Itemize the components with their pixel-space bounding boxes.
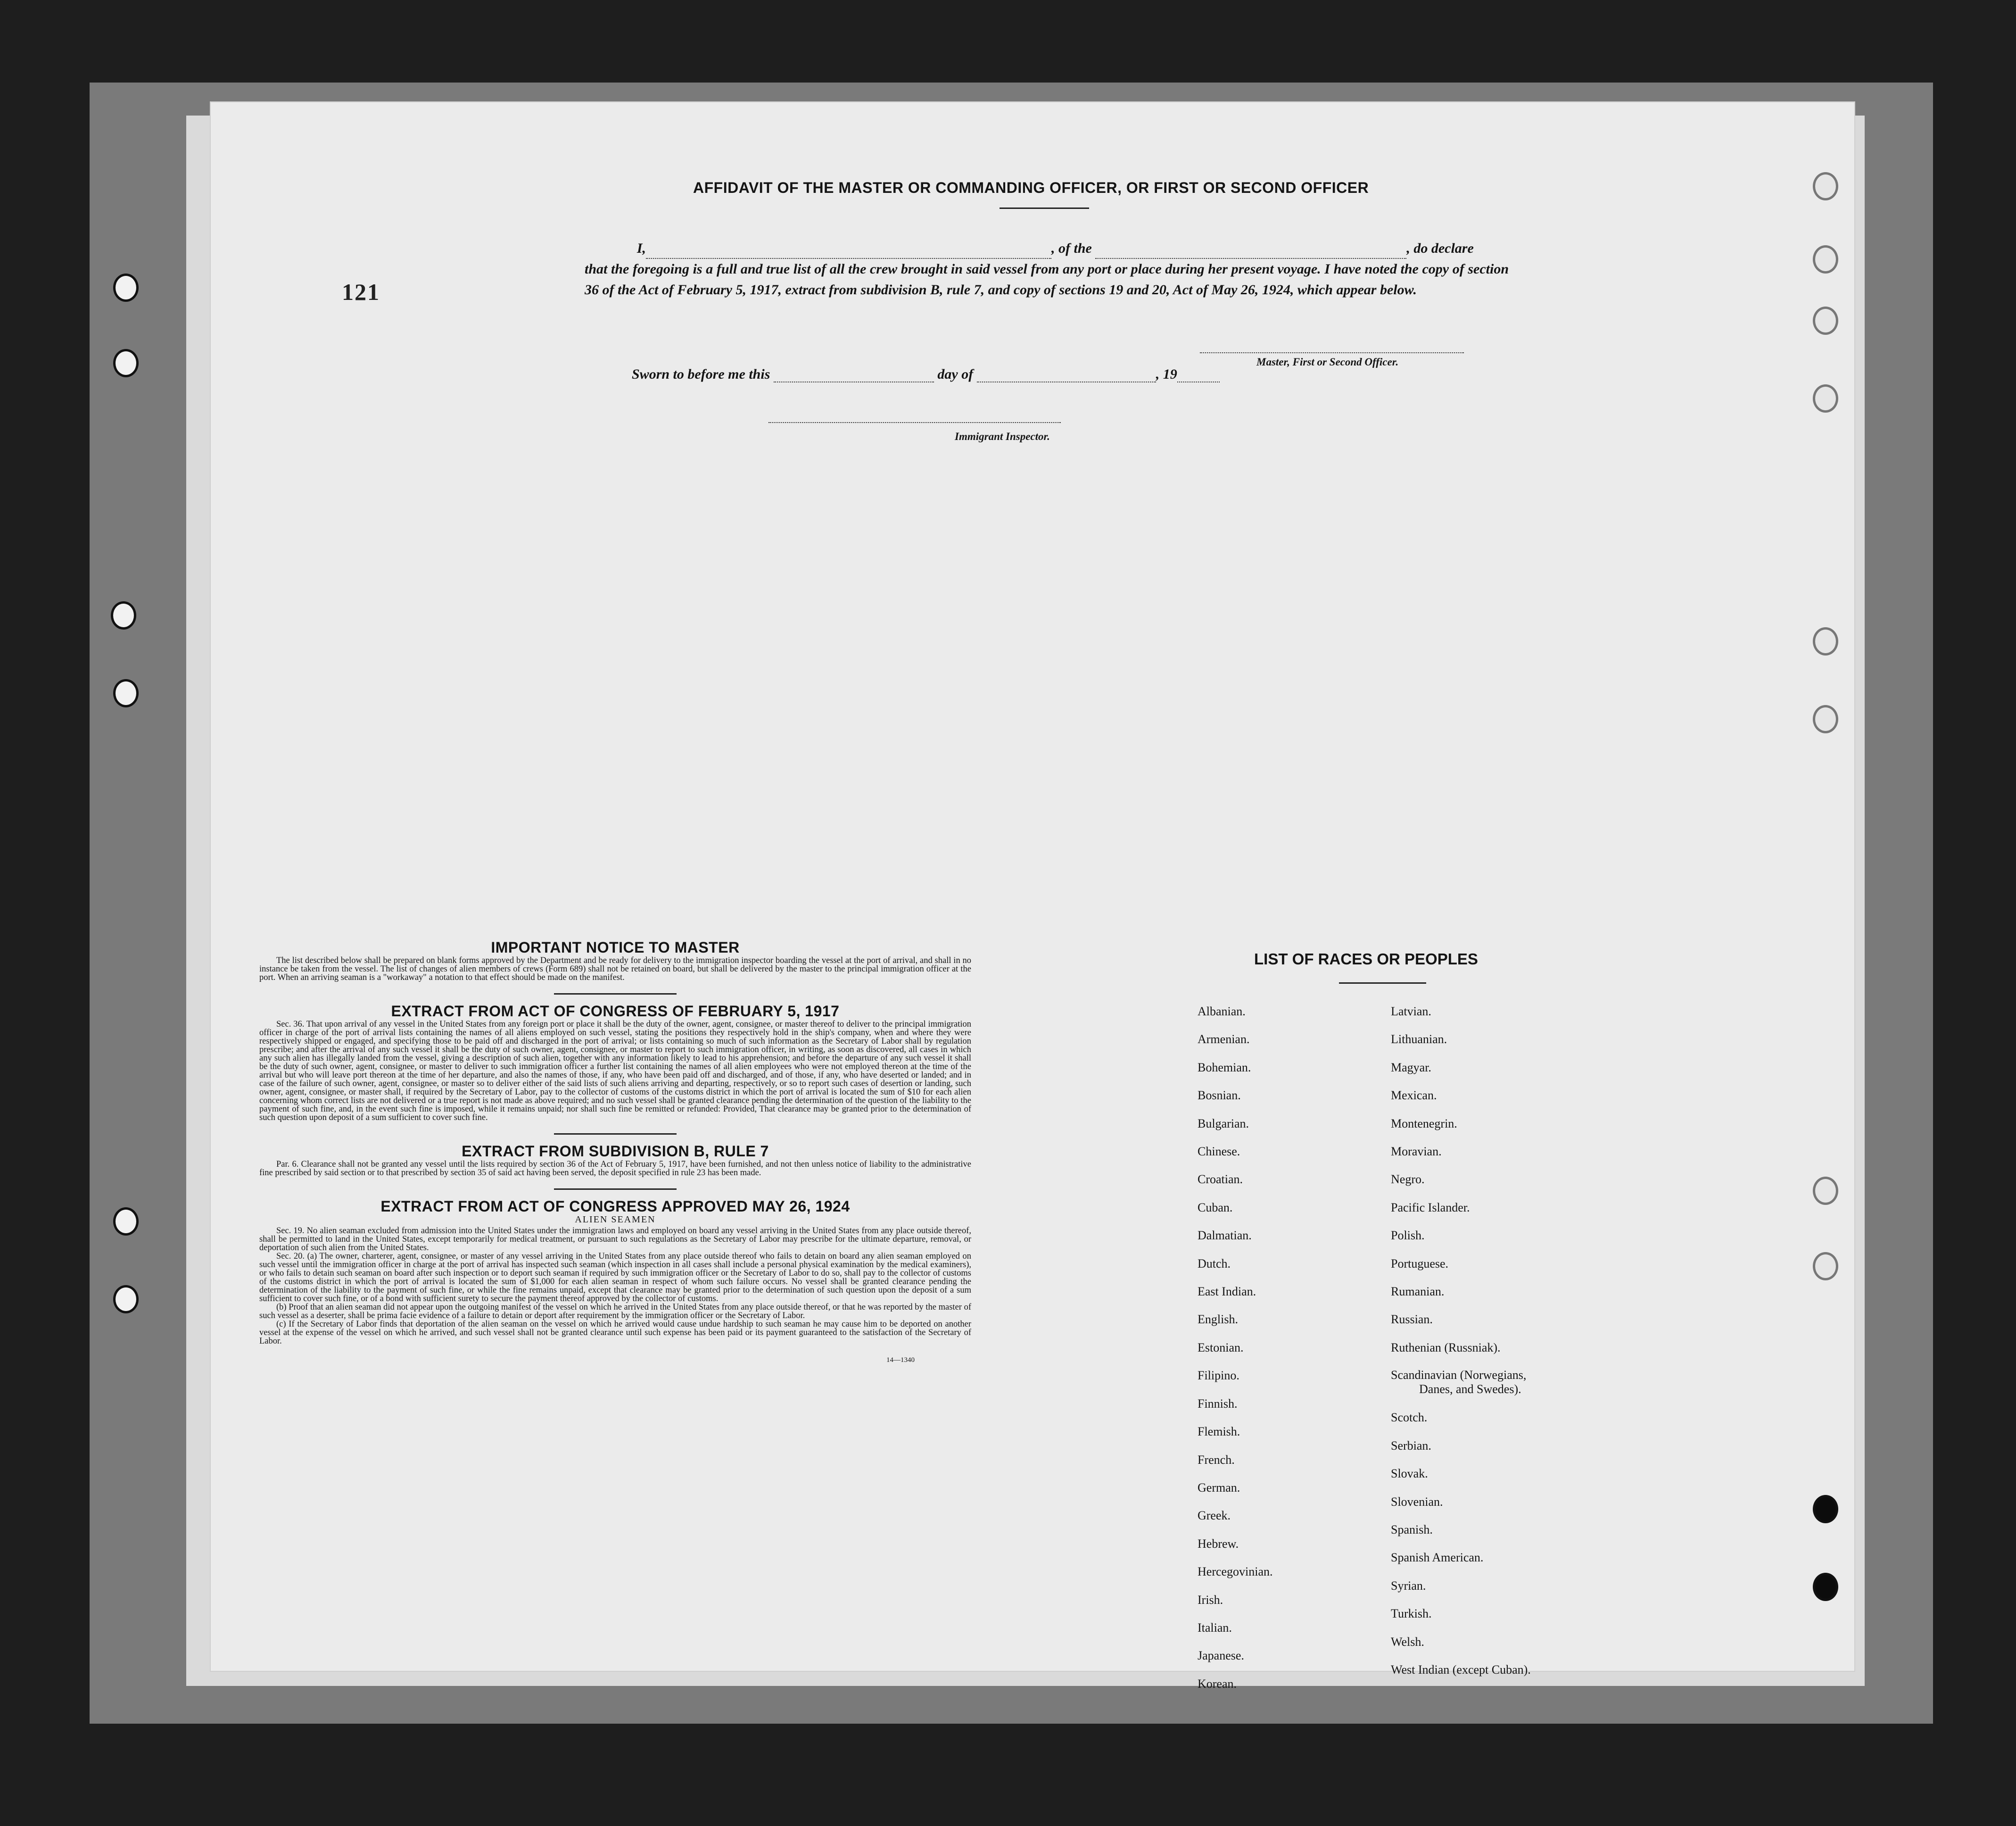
margin-mark: 121 [342, 279, 380, 305]
race-item: Estonian. [1198, 1340, 1244, 1354]
affidavit-title: AFFIDAVIT OF THE MASTER OR COMMANDING OFFICER, OR FIRST OR SECOND OFFICER [693, 179, 1369, 196]
extract-1924-title: EXTRACT FROM ACT OF CONGRESS APPROVED MAY 26, 1924 [380, 1198, 850, 1215]
race-item: Armenian. [1198, 1032, 1250, 1046]
sworn-line [632, 366, 1220, 382]
race-item: Portuguese. [1391, 1256, 1449, 1270]
race-item: Serbian. [1391, 1438, 1431, 1452]
race-item: Hercegovinian. [1198, 1565, 1273, 1579]
punch-hole [1813, 1573, 1838, 1601]
master-signature-label: Master, First or Second Officer. [1256, 356, 1399, 368]
form-number: 14—1340 [886, 1356, 915, 1364]
manifest-page [210, 101, 1855, 1691]
race-item: Polish. [1391, 1228, 1425, 1243]
race-item: Chinese. [1198, 1145, 1240, 1159]
punch-hole [113, 1207, 139, 1236]
notice-title: IMPORTANT NOTICE TO MASTER [491, 939, 740, 956]
race-item: Irish. [1198, 1593, 1223, 1607]
punch-hole [113, 349, 139, 377]
race-item: Moravian. [1391, 1145, 1442, 1159]
master-signature-line [1200, 352, 1464, 353]
race-item: Hebrew. [1198, 1536, 1239, 1551]
punch-hole [111, 601, 136, 630]
race-item: Montenegrin. [1391, 1116, 1457, 1130]
race-item: Welsh. [1391, 1635, 1424, 1649]
declaration [585, 238, 1509, 300]
race-item: Slovak. [1391, 1467, 1428, 1481]
punch-hole [1813, 627, 1838, 656]
race-item: Dalmatian. [1198, 1228, 1252, 1243]
race-item: Lithuanian. [1391, 1032, 1447, 1046]
extracts-column [259, 939, 971, 1364]
race-item: Dutch. [1198, 1256, 1231, 1270]
section-divider [554, 993, 677, 995]
year-prefix: , 19 [1156, 366, 1177, 382]
race-item: Croatian. [1198, 1172, 1243, 1187]
declaration-line [585, 238, 1509, 259]
punch-hole [1813, 1177, 1838, 1205]
race-item: Cuban. [1198, 1200, 1233, 1214]
race-item: Russian. [1391, 1312, 1433, 1327]
race-item: Flemish. [1198, 1425, 1240, 1439]
punch-hole [1813, 172, 1838, 200]
race-item-scandinavian-cont: Danes, and Swedes). [1419, 1382, 1521, 1396]
extract-rule7-title: EXTRACT FROM SUBDIVISION B, RULE 7 [462, 1143, 769, 1160]
title-underline [1000, 208, 1089, 209]
race-item: Finnish. [1198, 1396, 1238, 1411]
extract-1917-text: Sec. 36. That upon arrival of any vessel in the United States from any foreign port or place it shall be the duty of the owner, agent, consignee, or master thereof to deliver to the principal immigration officer in charge of the port of arrival lists containing the names of all aliens employed on such vessel, stating the positions they respectively hold in the ship's company, when and where they were respectively shipped or engaged, and specifying those to be paid off and discharged in the port of arrival; or lists containing so much of such information as the Secretary of Labor shall by regulation prescribe; and after the arrival of any such vessel it shall be the duty of such owner, agent, consignee, or master to report to such immigration officer, in writing, as soon as discovered, all cases in which any such alien has illegally landed from the vessel, giving a description of such alien, together with any information likely to lead to his apprehension; and before the departure of any such vessel it shall be the duty of such owner, agent, consignee, or master to deliver to such immigration officer a further list containing the names of all alien employees who were not employed thereon at the time of the arrival but who will leave port thereon at the time of her departure, and also the names of those, if any, who have been paid off and discharged, and of those, if any, who have deserted or landed; and in case of the failure of such owner, agent, consignee, or master so to deliver either of the said lists of such aliens arriving and departing, respectively, or so to report such cases of desertion or landing, such owner, agent, consignee, or master shall, if required by the Secretary of Labor, pay to the collector of customs of the customs district in which the port of arrival is located the sum of $10 for each alien concerning whom correct lists are not delivered or a true report is not made as above required; and no such vessel shall be granted clearance pending the determination of the question of the liability to the payment of such fine, and, in the event such fine is imposed, while it remains unpaid; nor shall such fine be remitted or refunded: Provided, That clearance may be granted prior to the determination of such question upon deposit of a sum sufficient to cover such fine. [259, 1020, 971, 1122]
punch-hole [1813, 245, 1838, 274]
race-item: Magyar. [1391, 1060, 1431, 1074]
race-item: German. [1198, 1480, 1240, 1494]
inspector-signature-line [768, 422, 1061, 423]
alien-seamen-subtitle: ALIEN SEAMEN [575, 1214, 656, 1225]
race-item: Latvian. [1391, 1004, 1431, 1018]
sec20c-text: (c) If the Secretary of Labor finds that deportation of the alien seaman on the vessel on which he arrived would cause undue hardship to such seaman he may cause him to be deported on another vessel at the expense of the vessel on which he arrived, and such vessel shall not be granted clearance until such expense has been paid or its payment guaranteed to the satisfaction of the Secretary of Labor. [259, 1320, 971, 1346]
punch-hole [1813, 1252, 1838, 1280]
race-item: Greek. [1198, 1509, 1231, 1523]
race-item: Bosnian. [1198, 1088, 1241, 1103]
race-item: Albanian. [1198, 1004, 1246, 1018]
punch-hole [113, 679, 139, 707]
sworn-prefix: Sworn to before me this [632, 366, 770, 382]
race-item: West Indian (except Cuban). [1391, 1662, 1531, 1677]
sec20a-text: Sec. 20. (a) The owner, charterer, agent, consignee, or master of any vessel arriving in the United States from any place outside thereof who fails to detain on board any alien seaman employed on such vessel until the immigration officer in charge at the port of arrival has inspected such seaman (which inspection in all cases shall include a personal physical examination by the medical examiners), or who fails to detain such seaman on board after such inspection or to deport such seaman if required by such immigration officer or the Secretary of Labor to do so, shall pay to the collector of customs of the customs district in which the port of arrival is located the sum of $1,000 for each alien seaman in respect of whom such failure occurs. No vessel shall be granted clearance pending the determination of the liability to the payment of such fine, or while the fine remains unpaid, except that clearance may be granted prior to the determination of such question upon the deposit of a sum sufficient to cover such fine, or of a bond with sufficient surety to secure the payment thereof approved by the collector of customs. [259, 1252, 971, 1303]
punch-hole [1813, 307, 1838, 335]
races-title-underline [1339, 982, 1426, 984]
i-label: I, [636, 241, 646, 256]
declaration-body: that the foregoing is a full and true list of all the crew brought in said vessel from any port or place during her present voyage. I have noted the copy of section 36 of the Act of February 5, 1917, extract from subdivision B, rule 7, and copy of sections 19 and 20, Act of May 26, 1924, which appear below. [585, 261, 1509, 298]
races-left-column [1198, 997, 1273, 1698]
race-item: Pacific Islander. [1391, 1200, 1470, 1214]
race-item: Korean. [1198, 1677, 1237, 1691]
race-item: Spanish American. [1391, 1551, 1484, 1565]
races-title: LIST OF RACES OR PEOPLES [1254, 950, 1478, 968]
race-item: Rumanian. [1391, 1285, 1445, 1299]
race-item: Syrian. [1391, 1578, 1426, 1593]
sec20b-text: (b) Proof that an alien seaman did not appear upon the outgoing manifest of the vessel on which he arrived in the United States from any place outside thereof, or that he was reported by the master of such vessel as a deserter, shall be prima facie evidence of a failure to detain or deport after requirement by the immigration officer or the Secretary of Labor. [259, 1303, 971, 1320]
race-item: Slovenian. [1391, 1494, 1443, 1509]
punch-hole [113, 274, 139, 302]
race-item: English. [1198, 1312, 1238, 1327]
inspector-label: Immigrant Inspector. [955, 431, 1050, 442]
of-the-label: , of the [1051, 241, 1092, 256]
race-item: Filipino. [1198, 1369, 1239, 1383]
races-right-column [1391, 997, 1531, 1684]
punch-hole [1813, 1495, 1838, 1523]
race-item: Japanese. [1198, 1649, 1244, 1663]
sec19-text: Sec. 19. No alien seaman excluded from admission into the United States under the immigration laws and employed on board any vessel arriving in the United States from any place outside thereof, shall be permitted to land in the United States, except temporarily for medical treatment, or pursuant to such regulations as the Secretary of Labor may prescribe for the ultimate departure, removal, or deportation of such alien from the United States. [259, 1226, 971, 1253]
race-item: Bulgarian. [1198, 1116, 1249, 1130]
race-item: Scotch. [1391, 1411, 1428, 1425]
race-item: Ruthenian (Russniak). [1391, 1340, 1501, 1354]
race-item: Mexican. [1391, 1088, 1437, 1103]
notice-text: The list described below shall be prepared on blank forms approved by the Department and be ready for delivery to the immigration inspector boarding the vessel at the port of arrival, and shall in no instance be taken from the vessel. The list of changes of alien members of crews (Form 689) shall not be retained on board, but shall be delivered by the master to the principal immigration officer at the port. When an arriving seaman is a "workaway" a notation to that effect should be made on the manifest. [259, 956, 971, 982]
race-item: French. [1198, 1452, 1235, 1467]
race-item: East Indian. [1198, 1285, 1256, 1299]
do-declare-label: , do declare [1406, 241, 1474, 256]
punch-hole [1813, 705, 1838, 733]
race-item: Spanish. [1391, 1522, 1433, 1536]
race-item-scandinavian: Scandinavian (Norwegians, [1391, 1368, 1527, 1382]
day-of-label: day of [937, 366, 974, 382]
punch-hole [113, 1285, 139, 1313]
section-divider [554, 1188, 677, 1190]
punch-hole [1813, 384, 1838, 413]
extract-1917-title: EXTRACT FROM ACT OF CONGRESS OF FEBRUARY 5, 1917 [391, 1003, 840, 1020]
extract-rule7-text: Par. 6. Clearance shall not be granted any vessel until the lists required by section 36 of the Act of February 5, 1917, have been furnished, and not then unless notice of liability to the administrative fine prescribed by said section or to that prescribed by section 35 of said act having been served, the deposit specified in rule 23 has been made. [259, 1160, 971, 1178]
race-item: Italian. [1198, 1620, 1232, 1635]
section-divider [554, 1133, 677, 1135]
race-item: Turkish. [1391, 1607, 1432, 1621]
race-item: Negro. [1391, 1172, 1425, 1187]
race-item: Bohemian. [1198, 1060, 1251, 1074]
race-item [1391, 1361, 1531, 1403]
